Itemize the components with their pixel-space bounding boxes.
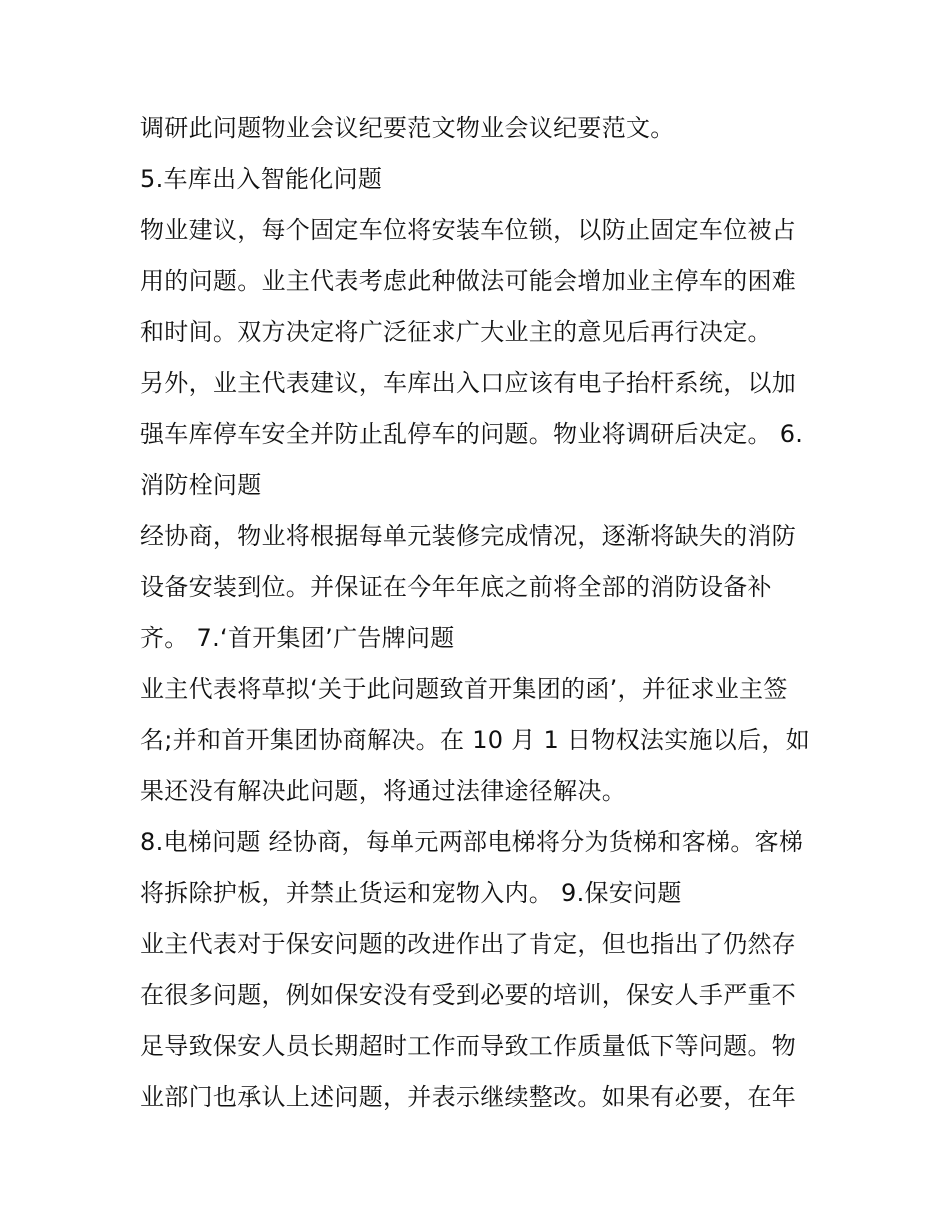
text-line: 另外，业主代表建议，车库出入口应该有电子抬杆系统，以加: [140, 369, 797, 397]
text-line: 果还没有解决此问题，将通过法律途径解决。: [140, 777, 626, 805]
text-line: 名;并和首开集团协商解决。在 10 月 1 日物权法实施以后，如: [140, 726, 811, 754]
text-line: 设备安装到位。并保证在今年年底之前将全部的消防设备补: [140, 573, 772, 601]
text-line: 足导致保安人员长期超时工作而导致工作质量低下等问题。物: [140, 1032, 797, 1060]
text-line: 将拆除护板，并禁止货运和宠物入内。 9.保安问题: [140, 879, 682, 907]
text-line: 5.车库出入智能化问题: [140, 165, 383, 193]
text-line: 业主代表将草拟‘关于此问题致首开集团的函’，并征求业主签: [140, 675, 788, 703]
text-line: 物业建议，每个固定车位将安装车位锁，以防止固定车位被占: [140, 216, 797, 244]
text-line: 齐。 7.‘首开集团’广告牌问题: [140, 624, 455, 652]
text-line: 业部门也承认上述问题，并表示继续整改。如果有必要，在年: [140, 1083, 797, 1111]
text-line: 8.电梯问题 经协商，每单元两部电梯将分为货梯和客梯。客梯: [140, 828, 804, 856]
text-line: 消防栓问题: [140, 471, 262, 499]
text-line: 业主代表对于保安问题的改进作出了肯定，但也指出了仍然存: [140, 930, 797, 958]
text-line: 和时间。双方决定将广泛征求广大业主的意见后再行决定。: [140, 318, 772, 346]
text-line: 经协商，物业将根据每单元装修完成情况，逐渐将缺失的消防: [140, 522, 797, 550]
text-line: 调研此问题物业会议纪要范文物业会议纪要范文。: [140, 114, 675, 142]
text-line: 强车库停车安全并防止乱停车的问题。物业将调研后决定。 6.: [140, 420, 804, 448]
text-line: 用的问题。业主代表考虑此种做法可能会增加业主停车的困难: [140, 267, 797, 295]
text-line: 在很多问题，例如保安没有受到必要的培训，保安人手严重不: [140, 981, 797, 1009]
